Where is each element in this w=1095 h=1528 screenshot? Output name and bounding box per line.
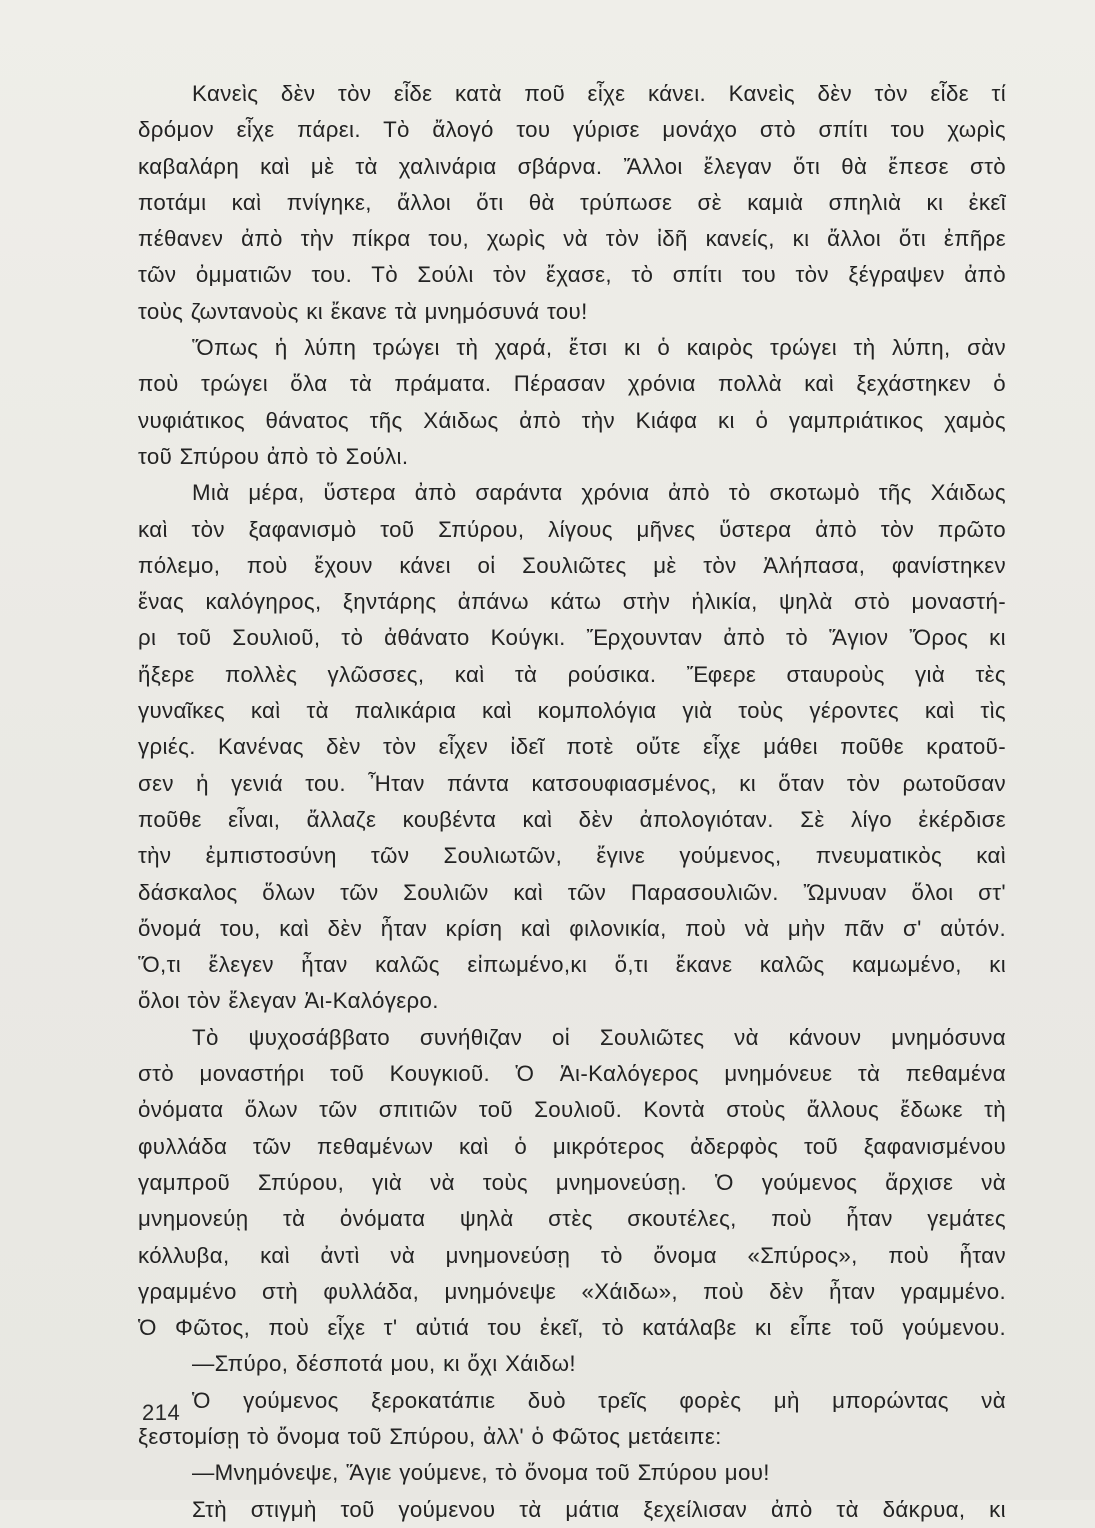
- text-line: ἕνας καλόγηρος, ξηντάρης ἀπάνω κάτω στὴν ἡλικία, ψηλὰ στὸ μοναστή-: [138, 589, 1006, 615]
- text-line: τῶν ὀμματιῶν του. Τὸ Σούλι τὸν ἔχασε, τὸ σπίτι του τὸν ξέγραψεν ἀπὸ: [138, 262, 1006, 288]
- text-line: ὅλοι τὸν ἔλεγαν Ἁι-Καλόγερο.: [138, 988, 439, 1014]
- text-line: Ὅπως ἡ λύπη τρώγει τὴ χαρά, ἔτσι κι ὁ καιρὸς τρώγει τὴ λύπη, σὰν: [192, 335, 1006, 361]
- text-line: πόλεμο, ποὺ ἔχουν κάνει οἱ Σουλιῶτες μὲ τὸν Ἀλήπασα, φανίστηκεν: [138, 552, 1006, 578]
- text-line: τὴν ἐμπιστοσύνη τῶν Σουλιωτῶν, ἔγινε γούμενος, πνευματικὸς καὶ: [138, 843, 1006, 869]
- text-line: δρόμον εἶχε πάρει. Τὸ ἄλογό του γύρισε μονάχο στὸ σπίτι του χωρὶς: [138, 117, 1006, 143]
- text-line: Ὁ Φῶτος, ποὺ εἶχε τ' αὐτιά του ἐκεῖ, τὸ κατάλαβε κι εἶπε τοῦ γούμενου.: [138, 1315, 1006, 1341]
- text-line: μνημονεύῃ τὰ ὀνόματα ψηλὰ στὲς σκουτέλες, ποὺ ἦταν γεμάτες: [138, 1206, 1006, 1232]
- text-line: γυναῖκες καὶ τὰ παλικάρια καὶ κομπολόγια γιὰ τοὺς γέροντες καὶ τὶς: [138, 698, 1006, 724]
- text-line: Στὴ στιγμὴ τοῦ γούμενου τὰ μάτια ξεχείλισαν ἀπὸ τὰ δάκρυα, κι: [192, 1496, 1006, 1522]
- text-line: γριές. Κανένας δὲν τὸν εἶχεν ἰδεῖ ποτὲ οὔτε εἶχε μάθει ποῦθε κρατοῦ-: [138, 734, 1006, 760]
- text-line: καὶ τὸν ξαφανισμὸ τοῦ Σπύρου, λίγους μῆνες ὕστερα ἀπὸ τὸν πρῶτο: [138, 516, 1006, 542]
- text-line: φυλλάδα τῶν πεθαμένων καὶ ὁ μικρότερος ἀδερφὸς τοῦ ξαφανισμένου: [138, 1133, 1006, 1159]
- text-line: τοῦ Σπύρου ἀπὸ τὸ Σούλι.: [138, 443, 409, 469]
- text-line: ρι τοῦ Σουλιοῦ, τὸ ἀθάνατο Κούγκι. Ἔρχουνταν ἀπὸ τὸ Ἅγιον Ὄρος κι: [138, 625, 1006, 651]
- text-line: καβαλάρη καὶ μὲ τὰ χαλινάρια σβάρνα. Ἄλλοι ἔλεγαν ὅτι θὰ ἔπεσε στὸ: [138, 153, 1006, 179]
- text-line: στὸ μοναστήρι τοῦ Κουγκιοῦ. Ὁ Ἁι-Καλόγερος μνημόνευε τὰ πεθαμένα: [138, 1061, 1006, 1087]
- text-line: Μιὰ μέρα, ὕστερα ἀπὸ σαράντα χρόνια ἀπὸ τὸ σκοτωμὸ τῆς Χάιδως: [192, 480, 1006, 506]
- text-line: ποτάμι καὶ πνίγηκε, ἄλλοι ὅτι θὰ τρύπωσε σὲ καμιὰ σπηλιὰ κι ἐκεῖ: [138, 189, 1006, 215]
- page-text: [138, 76, 1006, 1528]
- page-number: 214: [142, 1400, 181, 1425]
- dialogue-line: —Σπύρο, δέσποτά μου, κι ὄχι Χάιδω!: [192, 1351, 576, 1377]
- text-line: γαμπροῦ Σπύρου, γιὰ νὰ τοὺς μνημονεύσῃ. Ὁ γούμενος ἄρχισε νὰ: [138, 1169, 1006, 1195]
- text-line: ἤξερε πολλὲς γλῶσσες, καὶ τὰ ρούσικα. Ἔφερε σταυροὺς γιὰ τὲς: [138, 661, 1006, 687]
- text-line: πέθανεν ἀπὸ τὴν πίκρα του, χωρὶς νὰ τὸν ἰδῆ κανείς, κι ἄλλοι ὅτι ἐπῆρε: [138, 226, 1006, 252]
- text-line: ξεστομίσῃ τὸ ὄνομα τοῦ Σπύρου, ἀλλ' ὁ Φῶτος μετάειπε:: [138, 1423, 722, 1449]
- text-line: ὀνόματα ὅλων τῶν σπιτιῶν τοῦ Σουλιοῦ. Κοντὰ στοὺς ἄλλους ἔδωκε τὴ: [138, 1097, 1006, 1123]
- text-line: Ὁ γούμενος ξεροκατάπιε δυὸ τρεῖς φορὲς μὴ μπορώντας νὰ: [192, 1387, 1006, 1413]
- text-line: γραμμένο στὴ φυλλάδα, μνημόνεψε «Χάιδω», ποὺ δὲν ἦταν γραμμένο.: [138, 1278, 1006, 1304]
- text-line: τοὺς ζωντανοὺς κι ἔκανε τὰ μνημόσυνά του!: [138, 298, 588, 324]
- text-line: Ὅ,τι ἔλεγεν ἦταν καλῶς εἰπωμένο,κι ὅ,τι ἔκανε καλῶς καμωμένο, κι: [138, 952, 1006, 978]
- text-line: δάσκαλος ὅλων τῶν Σουλιῶν καὶ τῶν Παρασουλιῶν. Ὤμνυαν ὅλοι στ': [138, 879, 1006, 905]
- text-line: ποὺ τρώγει ὅλα τὰ πράματα. Πέρασαν χρόνια πολλὰ καὶ ξεχάστηκεν ὁ: [138, 371, 1006, 397]
- dialogue-line: —Μνημόνεψε, Ἅγιε γούμενε, τὸ ὄνομα τοῦ Σπύρου μου!: [192, 1460, 770, 1486]
- text-line: νυφιάτικος θάνατος τῆς Χάιδως ἀπὸ τὴν Κιάφα κι ὁ γαμπριάτικος χαμὸς: [138, 407, 1006, 433]
- text-line: Τὸ ψυχοσάββατο συνήθιζαν οἱ Σουλιῶτες νὰ κάνουν μνημόσυνα: [192, 1024, 1006, 1050]
- text-line: ὄνομά του, καὶ δὲν ἦταν κρίση καὶ φιλονικία, ποὺ νὰ μὴν πᾶν σ' αὐτόν.: [138, 915, 1006, 941]
- text-line: κόλλυβα, καὶ ἀντὶ νὰ μνημονεύσῃ τὸ ὄνομα «Σπύρος», ποὺ ἦταν: [138, 1242, 1006, 1268]
- text-line: σεν ἡ γενιά του. Ἦταν πάντα κατσουφιασμένος, κι ὅταν τὸν ρωτοῦσαν: [138, 770, 1006, 796]
- text-line: Κανεὶς δὲν τὸν εἶδε κατὰ ποῦ εἶχε κάνει. Κανεὶς δὲν τὸν εἶδε τί: [192, 81, 1006, 106]
- text-line: ποῦθε εἶναι, ἄλλαζε κουβέντα καὶ δὲν ἀπολογιόταν. Σὲ λίγο ἐκέρδισε: [138, 806, 1006, 832]
